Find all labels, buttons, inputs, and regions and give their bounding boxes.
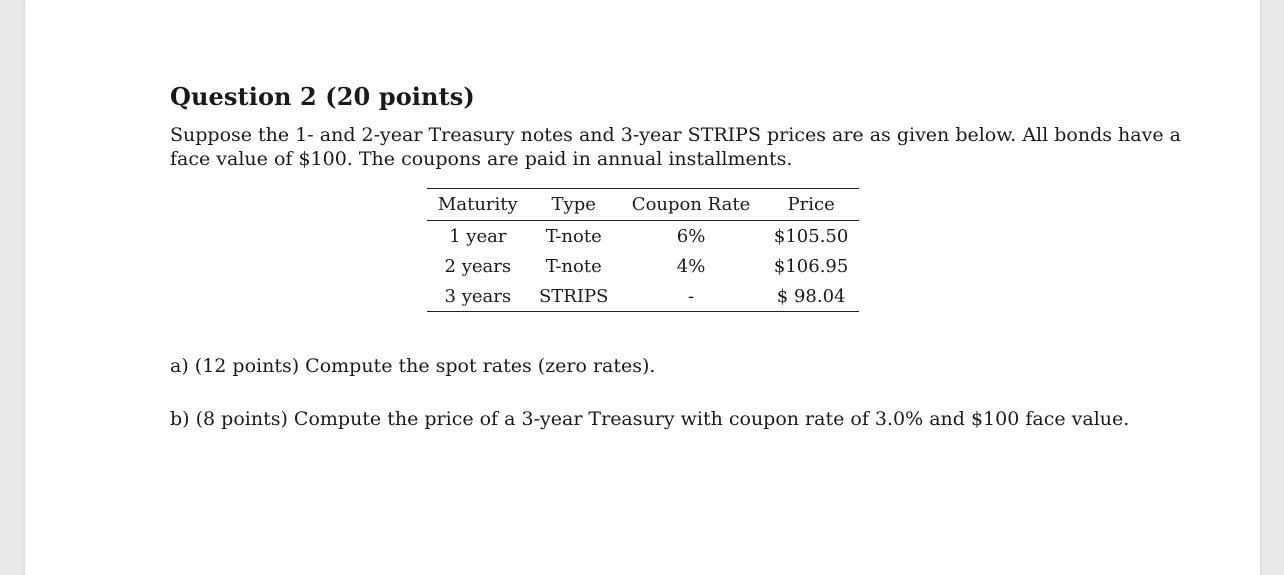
cell-type: STRIPS	[538, 285, 609, 307]
document-page	[25, 0, 1260, 575]
header-maturity: Maturity	[437, 194, 518, 215]
header-type: Type	[551, 194, 596, 215]
cell-maturity: 3 years	[444, 285, 512, 307]
intro-line-1: Suppose the 1- and 2-year Treasury notes and 3-year STRIPS prices are as given below. All bonds have a	[170, 124, 1181, 146]
table-row	[427, 281, 859, 312]
intro-line-2: face value of $100. The coupons are paid in annual installments.	[170, 148, 793, 170]
cell-type: T-note	[545, 225, 602, 247]
question-intro	[170, 123, 1181, 171]
cell-price: $ 98.04	[776, 285, 846, 307]
part-b-prompt: b) (8 points) Compute the price of a 3-year Treasury with coupon rate of 3.0% and $100 face value.	[170, 408, 1130, 430]
bond-table-wrapper	[427, 188, 859, 312]
part-a-prompt: a) (12 points) Compute the spot rates (zero rates).	[170, 355, 656, 377]
cell-maturity: 1 year	[449, 225, 507, 247]
cell-type: T-note	[545, 255, 602, 277]
cell-coupon-rate: 4%	[676, 255, 706, 277]
cell-coupon-rate: 6%	[676, 225, 706, 247]
table-row	[427, 251, 859, 281]
cell-coupon-rate: -	[687, 285, 695, 307]
cell-price: $106.95	[773, 255, 849, 277]
header-price: Price	[787, 194, 835, 215]
cell-maturity: 2 years	[444, 255, 512, 277]
bond-price-table	[427, 188, 859, 312]
header-coupon-rate: Coupon Rate	[631, 194, 751, 215]
cell-price: $105.50	[773, 225, 849, 247]
question-title: Question 2 (20 points)	[170, 82, 475, 111]
table-row	[427, 221, 859, 252]
table-header-row	[427, 189, 859, 221]
